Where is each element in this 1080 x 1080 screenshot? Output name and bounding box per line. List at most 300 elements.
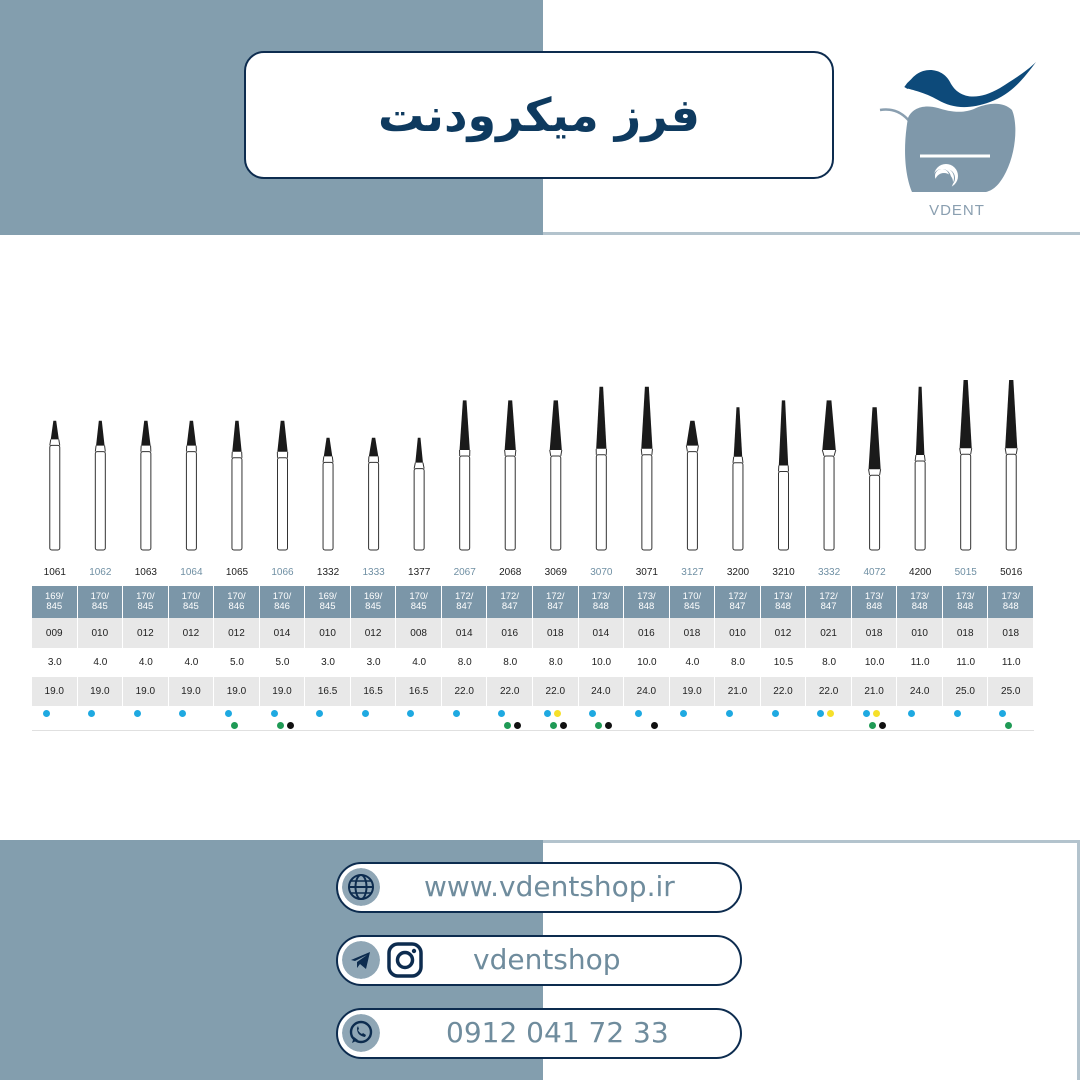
- bur-code: 2068: [499, 566, 522, 578]
- bur-shank: [369, 462, 379, 550]
- iso-number: [761, 586, 807, 618]
- grit-dots: [533, 706, 579, 738]
- working-length: 11.0: [1001, 657, 1021, 668]
- blue-grit-dot: [362, 710, 369, 717]
- total-length: 22.0: [761, 677, 807, 706]
- bur-shank: [232, 458, 242, 550]
- size-row: [32, 618, 1034, 648]
- total-length: 19.0: [123, 677, 169, 706]
- bur-drawing: [915, 387, 925, 550]
- green-grit-dot: [595, 722, 602, 729]
- iso-row: [32, 586, 1034, 618]
- iso-number: [123, 586, 169, 618]
- iso-bottom: 845: [410, 601, 427, 612]
- grit-dots: [579, 706, 625, 738]
- working-length: 4.0: [412, 657, 427, 668]
- iso-bottom: 847: [456, 601, 473, 612]
- bur-size: 010: [78, 618, 124, 648]
- iso-top: 172/: [546, 591, 565, 602]
- bur-diamond-head: [96, 421, 105, 446]
- tooth-cart-icon: [880, 62, 1036, 192]
- iso-top: 169/: [363, 591, 383, 602]
- bur-neck: [505, 450, 516, 456]
- bur-code: 3070: [590, 566, 613, 578]
- bur-diamond-head: [596, 387, 606, 449]
- yellow-grit-dot: [554, 710, 561, 717]
- iso-bottom: 847: [820, 601, 837, 612]
- iso-bottom: 846: [274, 601, 290, 612]
- total-length: 21.0: [852, 677, 898, 706]
- iso-top: 170/: [409, 591, 428, 602]
- total-length: 16.5: [396, 677, 442, 706]
- bur-size: 018: [988, 618, 1034, 648]
- bur-code: 3200: [726, 566, 750, 578]
- yellow-grit-dot: [873, 710, 880, 717]
- iso-bottom: 845: [319, 601, 336, 612]
- iso-top: 172/: [454, 591, 474, 602]
- iso-bottom: 847: [729, 601, 746, 612]
- bur-drawing: [596, 387, 606, 550]
- bur-size: 018: [852, 618, 898, 648]
- blue-grit-dot: [134, 710, 141, 717]
- working-length: 8.0: [822, 657, 837, 668]
- grit-dots: [351, 706, 397, 738]
- blue-grit-dot: [225, 710, 232, 717]
- bur-diamond-head: [141, 421, 150, 446]
- bur-shank: [642, 455, 652, 550]
- total-length: 24.0: [579, 677, 625, 706]
- bur-drawing: [460, 400, 470, 550]
- bur-drawing: [550, 400, 562, 550]
- bur-drawing: [277, 421, 287, 550]
- bur-drawing: [505, 400, 516, 550]
- black-grit-dot: [560, 722, 567, 729]
- iso-top: 170/: [272, 591, 292, 602]
- telegram-icon: [342, 941, 380, 979]
- working-length: 5.0: [275, 657, 290, 668]
- bur-size: 012: [351, 618, 397, 648]
- bur-diamond-head: [324, 438, 333, 457]
- iso-top: 172/: [500, 591, 519, 602]
- iso-bottom: 848: [957, 601, 974, 612]
- grit-dots: [670, 706, 716, 738]
- blue-grit-dot: [544, 710, 551, 717]
- bur-diamond-head: [460, 400, 470, 450]
- bur-size: 009: [32, 618, 78, 648]
- bur-code: 5015: [954, 566, 977, 578]
- total-length: 25.0: [988, 677, 1034, 706]
- bur-drawings: [32, 380, 1034, 560]
- working-length: 5.0: [230, 657, 244, 668]
- total-length: 22.0: [533, 677, 579, 706]
- blue-grit-dot: [453, 710, 460, 717]
- instagram-icon: [386, 941, 424, 979]
- blue-grit-dot: [407, 710, 414, 717]
- bur-neck: [686, 446, 698, 452]
- bur-diamond-head: [734, 407, 743, 457]
- iso-number: [78, 586, 124, 618]
- green-grit-dot: [277, 722, 284, 729]
- bur-shank: [915, 461, 925, 550]
- blue-grit-dot: [999, 710, 1006, 717]
- working-length: 11.0: [910, 657, 930, 668]
- iso-number: [624, 586, 670, 618]
- iso-number: [897, 586, 943, 618]
- black-grit-dot: [651, 722, 658, 729]
- yellow-grit-dot: [827, 710, 834, 717]
- grit-dots: [761, 706, 807, 738]
- green-grit-dot: [1005, 722, 1012, 729]
- bur-shank: [733, 463, 743, 550]
- length-row: [32, 648, 1034, 677]
- grit-dots: [624, 706, 670, 738]
- bur-drawing: [869, 407, 881, 550]
- iso-top: 173/: [637, 591, 656, 602]
- code-row: [32, 558, 1034, 586]
- black-grit-dot: [879, 722, 886, 729]
- bur-drawing: [414, 438, 424, 550]
- bur-drawing: [822, 400, 835, 550]
- working-length: 8.0: [503, 657, 518, 668]
- bur-neck: [822, 450, 835, 456]
- bur-drawing: [95, 421, 105, 550]
- iso-number: [169, 586, 215, 618]
- bur-code: 1066: [271, 566, 294, 578]
- bur-size: 018: [943, 618, 989, 648]
- globe-icon: [342, 868, 380, 906]
- bur-neck: [460, 450, 470, 456]
- bur-code: 3071: [635, 566, 658, 578]
- iso-bottom: 848: [866, 601, 883, 612]
- bur-neck: [232, 452, 242, 458]
- bur-size: 012: [214, 618, 260, 648]
- green-grit-dot: [504, 722, 511, 729]
- iso-top: 172/: [728, 591, 747, 602]
- grit-dots: [214, 706, 260, 738]
- brand-name: VDENT: [929, 202, 985, 219]
- iso-number: [442, 586, 488, 618]
- bur-size: 021: [806, 618, 852, 648]
- bur-neck: [369, 456, 379, 462]
- bur-drawing: [186, 421, 196, 550]
- bur-drawing: [323, 438, 333, 550]
- bur-shank: [323, 462, 333, 550]
- phone-text[interactable]: 0912 041 72 33: [446, 1016, 669, 1049]
- iso-bottom: 845: [365, 601, 382, 612]
- iso-top: 170/: [136, 591, 155, 602]
- bur-code: 1063: [134, 566, 157, 578]
- bur-neck: [323, 456, 333, 462]
- bur-code: 1332: [316, 566, 340, 578]
- bur-drawing: [141, 421, 151, 550]
- bur-drawing: [641, 387, 652, 550]
- working-length: 10.0: [864, 657, 885, 668]
- iso-bottom: 847: [501, 601, 518, 612]
- bur-neck: [779, 466, 789, 472]
- green-grit-dot: [869, 722, 876, 729]
- grit-dots: [943, 706, 989, 738]
- grit-dots: [988, 706, 1034, 738]
- bur-neck: [641, 449, 652, 455]
- working-length: 3.0: [366, 657, 381, 668]
- iso-top: 170/: [682, 591, 702, 602]
- working-length: 10.5: [773, 657, 794, 668]
- bur-code: 3127: [681, 566, 704, 578]
- iso-number: [533, 586, 579, 618]
- black-grit-dot: [514, 722, 521, 729]
- bur-neck: [960, 448, 972, 454]
- whatsapp-icon: [342, 1014, 380, 1052]
- bur-size: 014: [260, 618, 306, 648]
- bur-neck: [550, 450, 562, 456]
- bur-drawing: [779, 400, 789, 550]
- bur-shank: [824, 456, 834, 550]
- bur-diamond-head: [686, 421, 698, 446]
- bur-shank: [95, 452, 105, 550]
- bur-shank: [551, 456, 561, 550]
- iso-number: [943, 586, 989, 618]
- bur-drawing: [50, 421, 60, 550]
- bur-diamond-head: [369, 438, 378, 457]
- working-length: 4.0: [184, 657, 199, 668]
- bur-neck: [186, 446, 196, 452]
- bur-code: 3210: [772, 566, 795, 578]
- iso-top: 169/: [45, 591, 64, 602]
- bur-shank: [1006, 454, 1016, 550]
- bur-shank: [414, 469, 424, 550]
- working-length: 4.0: [685, 657, 700, 668]
- bur-size: 014: [579, 618, 625, 648]
- total-length: 19.0: [670, 677, 716, 706]
- bur-code: 2067: [453, 566, 476, 578]
- bur-diamond-head: [187, 421, 196, 446]
- bur-diamond-head: [415, 438, 423, 463]
- total-length: 16.5: [305, 677, 351, 706]
- blue-grit-dot: [271, 710, 278, 717]
- iso-number: [214, 586, 260, 618]
- bur-shank: [505, 456, 515, 550]
- iso-bottom: 845: [684, 601, 700, 612]
- iso-number: [351, 586, 397, 618]
- total-length: 19.0: [214, 677, 260, 706]
- iso-bottom: 848: [911, 601, 928, 612]
- iso-top: 172/: [819, 591, 838, 602]
- bur-diamond-head: [51, 421, 59, 440]
- working-length: 4.0: [93, 657, 108, 668]
- iso-top: 173/: [910, 591, 929, 602]
- total-length-row: [32, 677, 1034, 706]
- bur-code: 4072: [863, 566, 886, 578]
- iso-bottom: 845: [182, 601, 199, 612]
- bur-neck: [414, 463, 424, 469]
- grit-dots: [852, 706, 898, 738]
- title-box: [244, 51, 834, 179]
- iso-bottom: 847: [547, 601, 564, 612]
- bur-diamond-head: [1005, 380, 1017, 448]
- phone-pill[interactable]: [336, 1008, 742, 1059]
- total-length: 25.0: [943, 677, 989, 706]
- bur-size: 018: [670, 618, 716, 648]
- working-length: 3.0: [321, 657, 335, 668]
- blue-grit-dot: [772, 710, 779, 717]
- bur-size: 012: [169, 618, 215, 648]
- working-length: 3.0: [47, 657, 62, 668]
- working-length: 8.0: [548, 657, 563, 668]
- bur-diamond-head: [232, 421, 241, 452]
- bur-spec-table: [32, 558, 1034, 738]
- iso-top: 170/: [227, 591, 246, 602]
- total-length: 19.0: [78, 677, 124, 706]
- vdent-logo: [872, 48, 1042, 228]
- green-grit-dot: [550, 722, 557, 729]
- iso-bottom: 848: [638, 601, 655, 612]
- working-length: 8.0: [457, 657, 472, 668]
- bottom-divider-line: [543, 840, 1080, 843]
- total-length: 24.0: [624, 677, 670, 706]
- blue-grit-dot: [179, 710, 186, 717]
- iso-bottom: 848: [592, 601, 609, 612]
- blue-grit-dot: [726, 710, 733, 717]
- bur-shank: [779, 472, 789, 551]
- bur-shank: [141, 452, 151, 550]
- iso-top: 173/: [1001, 591, 1020, 602]
- total-length: 22.0: [806, 677, 852, 706]
- table-bottom-line: [32, 730, 1034, 731]
- grit-dots: [442, 706, 488, 738]
- bur-shank: [186, 452, 196, 550]
- bur-shank: [870, 475, 880, 550]
- bur-size: 014: [442, 618, 488, 648]
- iso-bottom: 848: [775, 601, 791, 612]
- bur-diamond-head: [641, 387, 652, 449]
- bur-code: 1062: [89, 566, 112, 578]
- bur-diamond-head: [960, 380, 972, 448]
- grit-dots: [487, 706, 533, 738]
- grit-dots: [897, 706, 943, 738]
- bur-size: 010: [715, 618, 761, 648]
- iso-bottom: 848: [1002, 601, 1019, 612]
- bur-diamond-head: [822, 400, 835, 450]
- iso-number: [260, 586, 306, 618]
- grit-dots: [715, 706, 761, 738]
- bur-diamond-head: [869, 407, 881, 469]
- iso-number: [396, 586, 442, 618]
- grit-dots: [32, 706, 78, 738]
- total-length: 22.0: [487, 677, 533, 706]
- iso-number: [32, 586, 78, 618]
- bur-code: 1065: [225, 566, 249, 578]
- iso-top: 173/: [591, 591, 611, 602]
- iso-bottom: 845: [137, 601, 154, 612]
- grit-dots: [396, 706, 442, 738]
- bur-neck: [95, 446, 105, 452]
- bur-diamond-head: [505, 400, 516, 450]
- iso-number: [487, 586, 533, 618]
- iso-number: [715, 586, 761, 618]
- iso-bottom: 845: [46, 601, 63, 612]
- blue-grit-dot: [954, 710, 961, 717]
- working-length: 11.0: [956, 657, 976, 668]
- bur-drawing: [232, 421, 242, 550]
- page-title: فرز میکرودنت: [377, 88, 701, 142]
- working-length: 8.0: [731, 657, 745, 668]
- bur-neck: [141, 446, 151, 452]
- bur-shank: [961, 454, 971, 550]
- working-length: 10.0: [591, 657, 612, 668]
- bur-neck: [733, 457, 743, 463]
- bur-size: 018: [533, 618, 579, 648]
- grit-dots: [169, 706, 215, 738]
- social-handle-text[interactable]: vdentshop: [473, 943, 621, 976]
- blue-grit-dot: [498, 710, 505, 717]
- bur-shank: [596, 455, 606, 550]
- iso-number: [806, 586, 852, 618]
- working-length: 4.0: [138, 657, 153, 668]
- blue-grit-dot: [908, 710, 915, 717]
- total-length: 16.5: [351, 677, 397, 706]
- bur-shank: [50, 445, 60, 550]
- total-length: 22.0: [442, 677, 488, 706]
- working-length: 10.0: [637, 657, 657, 668]
- bur-code: 3069: [544, 566, 567, 578]
- iso-top: 170/: [90, 591, 110, 602]
- bur-code: 5016: [1000, 566, 1023, 578]
- blue-grit-dot: [88, 710, 95, 717]
- iso-top: 173/: [773, 591, 793, 602]
- total-length: 19.0: [169, 677, 215, 706]
- grit-dots: [260, 706, 306, 738]
- grit-dots: [806, 706, 852, 738]
- iso-number: [988, 586, 1034, 618]
- iso-top: 173/: [864, 591, 884, 602]
- bur-drawing: [733, 407, 743, 550]
- grit-dots: [305, 706, 351, 738]
- bur-neck: [277, 452, 287, 458]
- bur-size: 010: [305, 618, 351, 648]
- total-length: 24.0: [897, 677, 943, 706]
- blue-grit-dot: [43, 710, 50, 717]
- blue-grit-dot: [817, 710, 824, 717]
- bur-shank: [278, 458, 288, 550]
- website-pill[interactable]: [336, 862, 742, 913]
- bur-size: 012: [761, 618, 807, 648]
- total-length: 19.0: [32, 677, 78, 706]
- bur-code: 4200: [909, 566, 932, 578]
- bur-diamond-head: [550, 400, 562, 450]
- bur-code: 1333: [362, 566, 385, 578]
- website-text[interactable]: www.vdentshop.ir: [424, 870, 675, 903]
- iso-bottom: 846: [228, 601, 245, 612]
- social-pill[interactable]: [336, 935, 742, 986]
- bur-size: 016: [624, 618, 670, 648]
- bur-size: 010: [897, 618, 943, 648]
- bur-neck: [50, 439, 60, 445]
- bur-code: 1377: [408, 566, 431, 578]
- bur-diamond-head: [779, 400, 788, 465]
- blue-grit-dot: [863, 710, 870, 717]
- bur-shank: [460, 456, 470, 550]
- blue-grit-dot: [635, 710, 642, 717]
- iso-top: 170/: [181, 591, 201, 602]
- bur-code: 1064: [180, 566, 203, 578]
- iso-bottom: 845: [91, 601, 108, 612]
- black-grit-dot: [287, 722, 294, 729]
- green-grit-dot: [231, 722, 238, 729]
- iso-number: [579, 586, 625, 618]
- grit-dots: [78, 706, 124, 738]
- black-grit-dot: [605, 722, 612, 729]
- bur-drawing: [960, 380, 972, 550]
